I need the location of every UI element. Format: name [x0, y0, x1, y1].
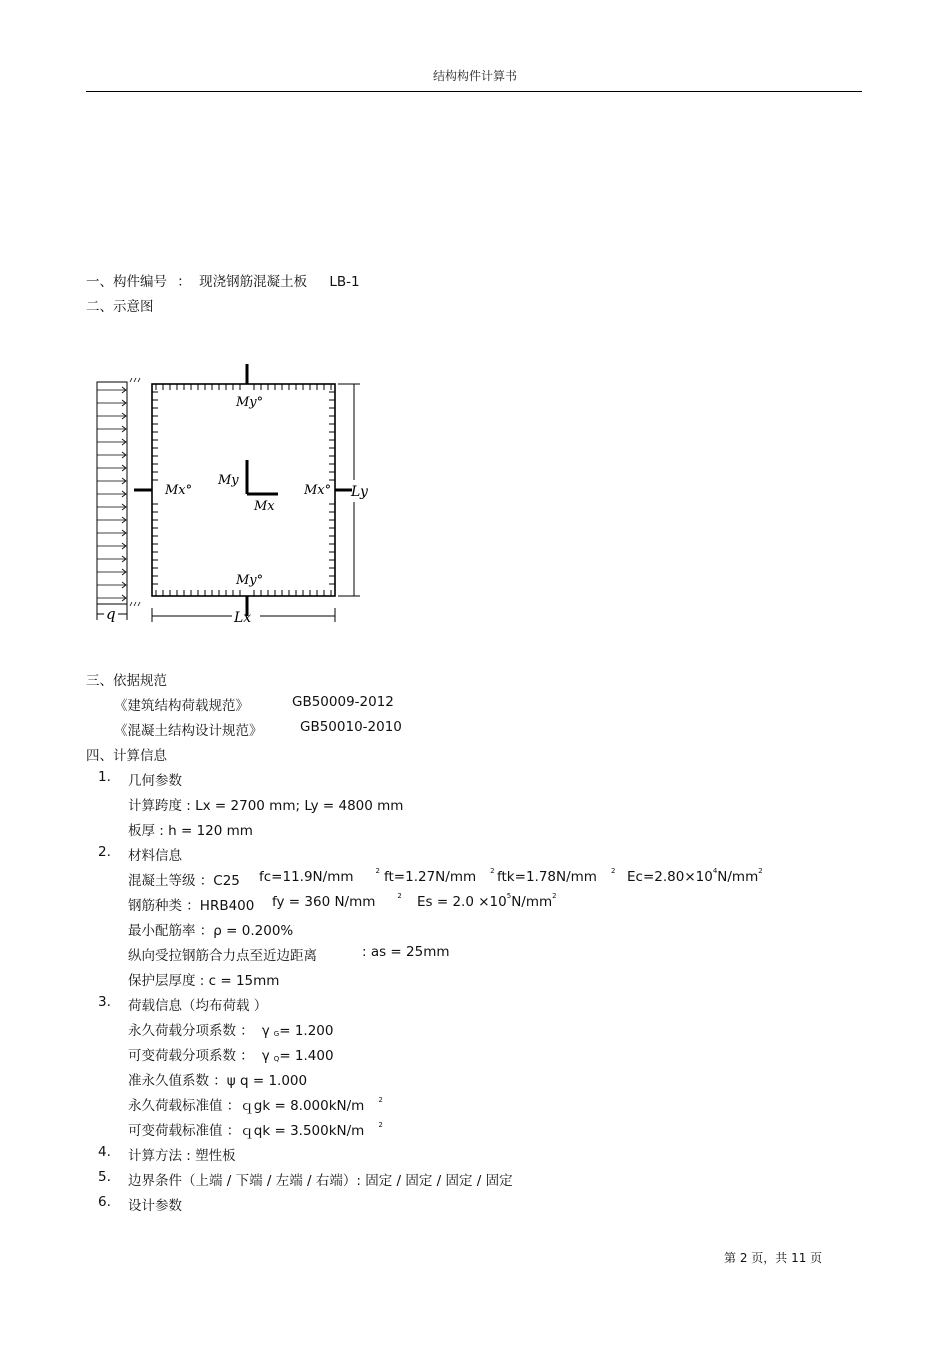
item3-title: 荷载信息（均布荷载 ） [128, 998, 268, 1014]
member-id-code: LB-1 [329, 274, 360, 290]
code-num-load: GB50009-2012 [292, 694, 394, 710]
item3-num: 3. [98, 994, 111, 1010]
qqk-line: 可变荷载标准值 ：ｑqk = 3.500kN/m $^2$ [128, 1121, 383, 1139]
q-label: q [106, 605, 116, 623]
lx-label: Lx [234, 610, 252, 626]
member-id-label: 一、构件编号 [86, 274, 167, 290]
item4-num: 4. [98, 1144, 111, 1160]
steel-grade: 钢筋种类 ：HRB400 [128, 898, 255, 914]
code-row-concrete [114, 719, 402, 739]
boundary-conditions: 边界条件（上端 / 下端 / 左端 / 右端）: 固定 / 固定 / 固定 / 固定 [128, 1173, 513, 1189]
item2-title: 材料信息 [128, 848, 182, 864]
psi-q-line: 准永久值系数 ：ψ q = 1.000 [128, 1073, 308, 1089]
gamma-g-line: 永久荷载分项系数 ： γ G= 1.200 [128, 1023, 334, 1039]
span-line: 计算跨度 : Lx = 2700 mm; Ly = 4800 mm [128, 798, 404, 814]
member-id-line [86, 270, 360, 290]
fy-value: fy = 360 N/mm $^2$ [272, 892, 402, 910]
item6-num: 6. [98, 1194, 111, 1210]
ft-value: ft=1.27N/mm $^2$ [384, 867, 495, 885]
code-name-load: 《建筑结构荷载规范》 [114, 698, 249, 714]
design-params: 设计参数 [128, 1198, 182, 1214]
cover-thickness: 保护层厚度 : c = 15mm [128, 973, 280, 989]
mx-left-label: Mx° [165, 483, 193, 498]
as-label: 纵向受拉钢筋合力点至近边距离 [128, 948, 317, 964]
item2-num: 2. [98, 844, 111, 860]
ec-value: $Ec=2.80\times 10^4N/mm^2$ [627, 867, 763, 885]
as-value: : as = 25mm [362, 944, 450, 960]
page-number: 第 2 页，共 11 页 [724, 1251, 823, 1265]
ftk-value: ftk=1.78N/mm $^2$ [497, 867, 616, 885]
running-header: 结构构件计算书 [432, 69, 517, 83]
member-id-value: 现浇钢筋混凝土板 [199, 274, 308, 290]
concrete-grade-line [128, 869, 240, 889]
diagram-heading: 二、示意图 [86, 299, 154, 315]
item1-num: 1. [98, 769, 111, 785]
gamma-q-line: 可变荷载分项系数 ： γ Q= 1.400 [128, 1048, 334, 1064]
member-id-colon: ： [177, 274, 191, 290]
es-value: $Es = 2.0 \times 10^5N/mm^2$ [417, 892, 557, 910]
my-top-label: My° [236, 395, 264, 410]
code-name-concrete: 《混凝土结构设计规范》 [114, 723, 263, 739]
calc-method: 计算方法 : 塑性板 [128, 1148, 236, 1164]
qgk-line: 永久荷载标准值 ：ｑgk = 8.000kN/m $^2$ [128, 1096, 383, 1114]
mx-mid-label: Mx [254, 499, 275, 514]
load-diagram [97, 378, 140, 620]
my-bottom-label: My° [236, 573, 264, 588]
my-mid-label: My [218, 473, 239, 488]
code-num-concrete: GB50010-2010 [300, 719, 402, 735]
min-reinforcement-ratio: 最小配筋率 ：ρ = 0.200% [128, 923, 294, 939]
thickness-line: 板厚 : h = 120 mm [128, 823, 253, 839]
concrete-grade: 混凝土等级 ：C25 [128, 873, 240, 889]
mx-right-label: Mx° [304, 483, 332, 498]
fc-value: fc=11.9N/mm $^2$ [259, 867, 380, 885]
item5-num: 5. [98, 1169, 111, 1185]
code-row-load [114, 694, 394, 714]
calc-info-heading: 四、计算信息 [86, 748, 167, 764]
item1-title: 几何参数 [128, 773, 182, 789]
ly-label: Ly [351, 484, 368, 500]
codes-heading: 三、依据规范 [86, 673, 167, 689]
slab-diagram [90, 360, 390, 630]
header-rule [86, 91, 862, 92]
